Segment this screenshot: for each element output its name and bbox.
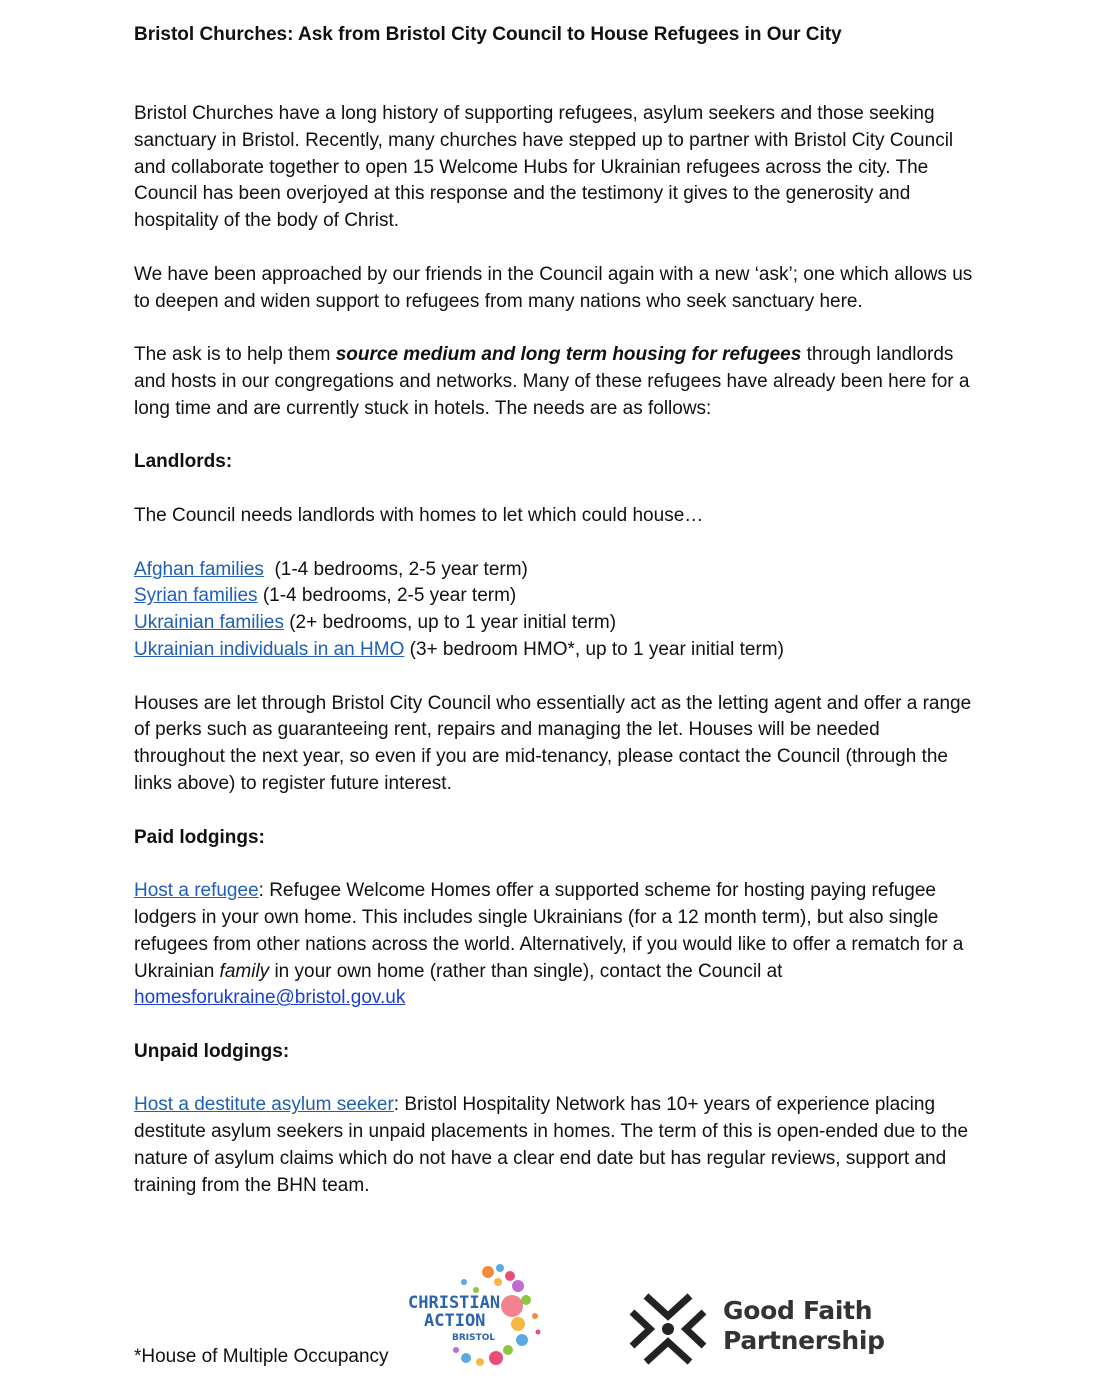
landlords-intro: The Council needs landlords with homes to let which could house… (134, 504, 704, 526)
host-asylum-seeker-link[interactable]: Host a destitute asylum seeker (134, 1094, 394, 1116)
ukrainian-hmo-link[interactable]: Ukrainian individuals in an HMO (134, 638, 405, 660)
document-page (134, 22, 974, 1200)
ask-emphasis: source medium and long term housing for refugees (335, 344, 802, 366)
logo-text-bristol: BRISTOL (452, 1333, 496, 1343)
landlord-item-afghan: Afghan families (1-4 bedrooms, 2-5 year term) (134, 558, 528, 580)
landlords-note: Houses are let through Bristol City Council who essentially act as the letting agent and offer a range of perks such as guaranteeing rent, repairs and managing the let. Houses will be needed throughout the next year, so even if you are mid-tenancy, please contact the Council (through the links above) to register future interest. (134, 692, 972, 794)
good-faith-text (723, 1296, 885, 1356)
syrian-families-link[interactable]: Syrian families (134, 585, 258, 607)
christian-action-logo (400, 1262, 550, 1370)
homes-for-ukraine-email-link[interactable]: homesforukraine@bristol.gov.uk (134, 987, 406, 1009)
afghan-families-link[interactable]: Afghan families (134, 558, 264, 580)
landlord-item-hmo: Ukrainian individuals in an HMO (3+ bedroom HMO*, up to 1 year initial term) (134, 638, 784, 660)
intro-paragraph: Bristol Churches have a long history of supporting refugees, asylum seekers and those seeking sanctuary in Bristol. Recently, many churches have stepped up to partner with Bristol City Council and collaborate together to open 15 Welcome Hubs for Ukrainian refugees across the city. The Council has been overjoyed at this response and the testimony it gives to the generosity and hospitality of the body of Christ. (134, 103, 954, 232)
good-faith-line2: Partnership (723, 1326, 885, 1355)
good-faith-cross-icon (628, 1290, 708, 1368)
good-faith-line1: Good Faith (723, 1296, 873, 1325)
host-a-refugee-link[interactable]: Host a refugee (134, 880, 259, 902)
logo-text-action: ACTION (424, 1311, 486, 1331)
logo-text-christian: CHRISTIAN (408, 1293, 501, 1313)
ask-paragraph: The ask is to help them source medium and long term housing for refugees through landlords and hosts in our congregations and networks. Many of these refugees have already been here for a long time and are currently stuck in hotels. The needs are as follows: (134, 344, 970, 419)
unpaid-lodgings-heading: Unpaid lodgings: (134, 1040, 290, 1062)
paid-lodgings-heading: Paid lodgings: (134, 826, 265, 848)
page-title: Bristol Churches: Ask from Bristol City Council to House Refugees in Our City (134, 24, 842, 45)
landlord-item-ukrainian: Ukrainian families (2+ bedrooms, up to 1 year initial term) (134, 612, 617, 634)
christian-action-logo-graphic (400, 1262, 550, 1370)
landlord-item-syrian: Syrian families (1-4 bedrooms, 2-5 year term) (134, 585, 517, 607)
landlords-heading: Landlords: (134, 451, 233, 473)
good-faith-partnership-logo (628, 1290, 888, 1368)
unpaid-lodgings-paragraph: Host a destitute asylum seeker: Bristol Hospitality Network has 10+ years of experience placing destitute asylum seekers in unpaid placements in homes. The term of this is open-ended due to the nature of asylum claims which do not have a clear end date but has regular reviews, support and training from the BHN team. (134, 1094, 969, 1196)
approach-paragraph: We have been approached by our friends in the Council again with a new ‘ask’; one which allows us to deepen and widen support to refugees from many nations who seek sanctuary here. (134, 263, 973, 312)
ukrainian-families-link[interactable]: Ukrainian families (134, 612, 284, 634)
footnote: *House of Multiple Occupancy (134, 1346, 389, 1367)
paid-lodgings-paragraph: Host a refugee: Refugee Welcome Homes offer a supported scheme for hosting paying refugee lodgers in your own home. This includes single Ukrainians (for a 12 month term), but also single refugees from other nations across the world. Alternatively, if you would like to offer a rematch for a Ukrainian family in your own home (rather than single), contact the Council at homesforukraine@bristol.gov.uk (134, 880, 964, 1009)
